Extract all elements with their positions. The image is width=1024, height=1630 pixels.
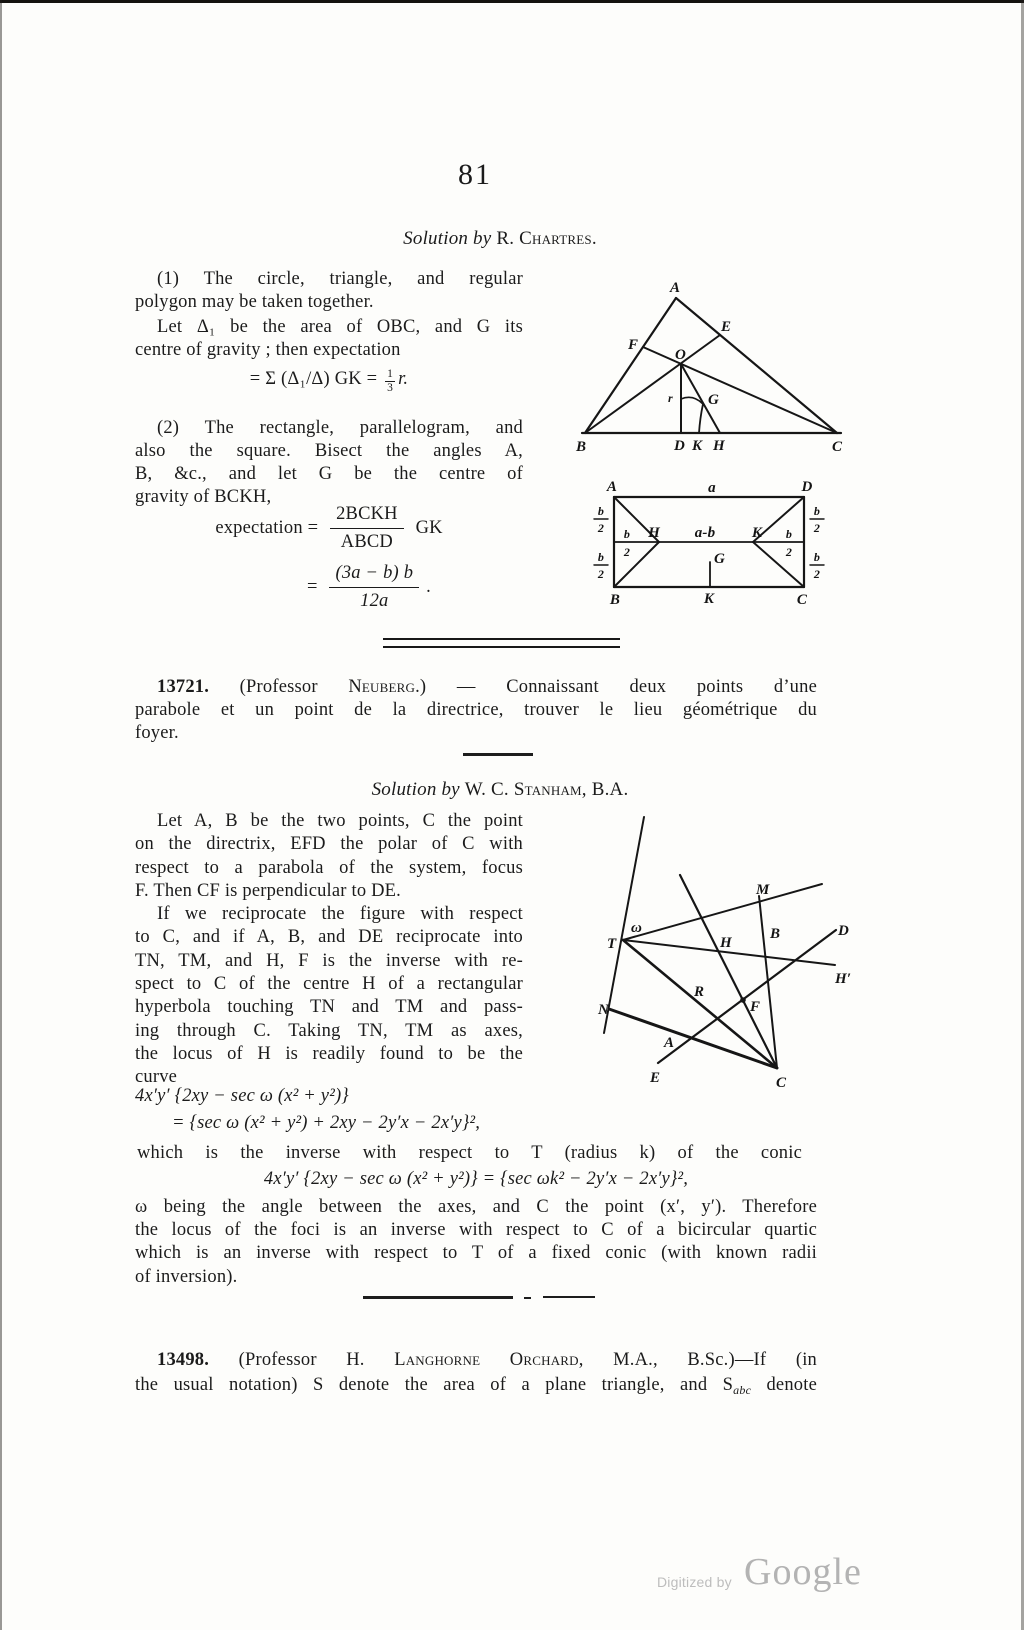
figrect-fraction-left-upper <box>594 504 608 535</box>
figp-label-A: A <box>664 1035 675 1051</box>
formula-text: = <box>307 576 318 597</box>
solution1-paragraph-2 <box>135 316 523 362</box>
figp-label-R: R <box>694 984 705 1000</box>
svg-text:b: b <box>623 527 631 541</box>
fig1-label-C: C <box>832 439 843 455</box>
google-logo: Google <box>744 1551 862 1593</box>
text-line: curve <box>135 1067 178 1088</box>
svg-text:b: b <box>813 504 821 518</box>
text-line: respect to a parabola of the system, focus <box>135 857 523 878</box>
fig1-label-A: A <box>670 280 681 296</box>
text-line: parabole et un point de la directrice, trouver le lieu géométrique du <box>135 700 817 720</box>
fig1-label-F: F <box>628 337 639 353</box>
page-number: 81 <box>458 158 492 191</box>
figp-label-H-prime: H′ <box>835 971 852 987</box>
svg-text:b: b <box>813 550 821 564</box>
problem-13721 <box>135 676 817 745</box>
text-line: F. Then CF is perpendicular to DE. <box>135 880 401 901</box>
figp-label-M: M <box>756 882 770 898</box>
text-line: centre of gravity ; then expectation <box>135 340 401 360</box>
formula-expectation-3 <box>175 562 563 613</box>
fig1-label-r: r <box>668 391 673 405</box>
figp-label-T: T <box>607 936 617 952</box>
text-line: to C, and if A, B, and DE reciprocate into <box>135 927 523 948</box>
figrect-label-a: a <box>708 480 716 496</box>
equation-curve-line1: 4x′y′ {2xy − sec ω (x² + y²)} <box>135 1086 349 1106</box>
section-divider-double-rule <box>383 638 620 648</box>
equation-conic: 4x′y′ {2xy − sec ω (x² + y²)} = {sec ωk² − 2y′x − 2x′y}², <box>263 1169 689 1189</box>
solution-by-label: Solution by <box>403 228 492 249</box>
text-line: foyer. <box>135 723 179 743</box>
figure-reciprocal-diagram <box>555 800 935 1100</box>
figure-rectangle-diagram <box>556 470 836 615</box>
figp-label-N: N <box>598 1002 610 1018</box>
fraction-3ab-12a: $\frac{(3a - b) b}{12a}$ <box>329 562 419 613</box>
figrect-fraction-right-upper <box>810 504 824 535</box>
formula-text: . <box>426 576 431 597</box>
problem-13498 <box>135 1348 817 1403</box>
fig1-label-G: G <box>708 392 720 408</box>
proposer-name: Neuberg <box>348 677 416 697</box>
figp-label-omega: ω <box>631 920 643 936</box>
figrect-label-B: B <box>609 592 621 608</box>
svg-text:b: b <box>597 504 605 518</box>
figrect-label-C: C <box>796 592 808 608</box>
text-line: (2) The rectangle, parallelogram, and <box>157 418 523 438</box>
svg-text:b: b <box>785 527 793 541</box>
fig1-label-B: B <box>576 439 587 455</box>
figrect-label-D: D <box>801 479 813 495</box>
solver-name: R. Chartres. <box>496 228 597 249</box>
text-line: ing through C. Taking TN, TM as axes, <box>135 1020 523 1041</box>
formula-text: r. <box>398 369 409 389</box>
problem-divider-rule <box>463 753 533 756</box>
formula-expectation-1 <box>135 368 523 395</box>
figrect-label-G: G <box>714 551 726 567</box>
svg-text:2: 2 <box>785 545 793 559</box>
figp-label-F: F <box>750 999 761 1015</box>
fig1-label-H: H <box>713 438 725 454</box>
text-line: Let Δ₁ be the area of OBC, and G its <box>157 317 523 337</box>
text-line: gravity of BCKH, <box>135 487 272 507</box>
text-line: spect to C of the centre H of a rectangular <box>135 974 523 995</box>
solver-name: W. C. Stanham, B.A. <box>464 779 629 800</box>
svg-text:2: 2 <box>623 545 631 559</box>
text-line: also the square. Bisect the angles A, <box>135 441 523 461</box>
digitized-by-label: Digitized by <box>657 1574 732 1590</box>
text-line: of inversion). <box>135 1266 238 1287</box>
fig1-label-O: O <box>675 347 687 363</box>
figp-label-B: B <box>770 926 781 942</box>
formula-expectation-2 <box>135 503 523 554</box>
text-line: 13498. (Professor H. Langhorne Orchard, M.A., B.Sc.)—If (in <box>157 1350 817 1370</box>
text-line: the locus of the foci is an inverse with respect to C of a bicircular quartic <box>135 1220 817 1241</box>
formula-text: expectation = <box>215 517 319 538</box>
fig1-label-K: K <box>692 438 703 454</box>
svg-text:2: 2 <box>813 521 821 535</box>
figrect-fraction-right-lower <box>810 550 824 581</box>
equation-curve-line2: = {sec ω (x² + y²) + 2xy − 2y′x − 2x′y}², <box>172 1113 481 1133</box>
solution-by-label: Solution by <box>371 779 460 800</box>
solution1-heading <box>135 228 865 250</box>
text-line: polygon may be taken together. <box>135 292 374 312</box>
svg-text:b: b <box>597 550 605 564</box>
formula-text: = Σ (Δ₁/Δ) GK = <box>249 369 378 389</box>
text-line: ω being the angle between the axes, and C the point (x′, y′). Therefore <box>135 1197 817 1217</box>
figp-label-D: D <box>838 923 850 939</box>
fig1-label-E: E <box>721 319 732 335</box>
figrect-label-A: A <box>606 479 618 495</box>
text-line: TN, TM, and H, F is the inverse with re- <box>135 950 523 971</box>
solution2-text <box>135 810 523 1090</box>
text-line: the usual notation) S denote the area of a plane triangle, and $S_{abc}$ denote <box>135 1375 817 1397</box>
figp-label-H: H <box>720 935 732 951</box>
subscript-abc: abc <box>733 1383 752 1397</box>
figrect-label-K2: K <box>703 591 715 607</box>
text-line: which is an inverse with respect to T of a fixed conic (with known radii <box>135 1243 817 1264</box>
text-line: the locus of H is readily found to be the <box>135 1043 523 1064</box>
text-line: 13721. (Professor Neuberg.) — Connaissant deux points d’une <box>157 677 817 697</box>
figrect-fraction-mid-left <box>623 527 630 559</box>
problem-number: 13721. <box>157 677 210 697</box>
figrect-label-a-minus-b: a-b <box>694 525 716 541</box>
fraction-2bckh-abcd: $\frac{\text{2BCKH}}{\text{ABCD}}$ <box>330 503 404 554</box>
problem-number: 13498. <box>157 1350 210 1370</box>
solution1-paragraph-3 <box>135 417 523 509</box>
formula-text: GK <box>415 517 443 538</box>
text-line: on the directrix, EFD the polar of C with <box>135 834 523 855</box>
solution2-heading <box>135 779 865 801</box>
text-line: hyperbola touching TN and TM and pass- <box>135 997 523 1018</box>
scan-edge-top <box>0 0 1024 3</box>
solution2-closing <box>135 1196 817 1289</box>
fraction-one-third: $\frac{1}{3}$ <box>387 367 394 394</box>
svg-text:2: 2 <box>597 521 605 535</box>
svg-text:2: 2 <box>597 567 605 581</box>
text-line: B, &c., and let G be the centre of <box>135 464 523 484</box>
figp-label-E: E <box>650 1070 661 1086</box>
fig1-label-D: D <box>674 438 686 454</box>
proposer-name: Langhorne Orchard <box>394 1350 579 1370</box>
text-line: Let A, B be the two points, C the point <box>157 811 523 831</box>
text-line: If we reciprocate the figure with respect <box>157 904 523 925</box>
figrect-label-H: H <box>648 525 660 541</box>
figrect-label-K: K <box>751 525 763 541</box>
figure-triangle-diagram <box>540 268 870 463</box>
text-line: which is the inverse with respect to T (radius k) of the conic <box>137 1143 802 1163</box>
figrect-fraction-mid-right <box>785 527 792 559</box>
scan-edge-left <box>0 0 2 1630</box>
solution1-paragraph-1 <box>135 268 523 314</box>
figp-label-C: C <box>776 1075 787 1091</box>
figrect-fraction-left-lower <box>594 550 608 581</box>
text-line: (1) The circle, triangle, and regular <box>157 269 523 289</box>
svg-text:2: 2 <box>813 567 821 581</box>
